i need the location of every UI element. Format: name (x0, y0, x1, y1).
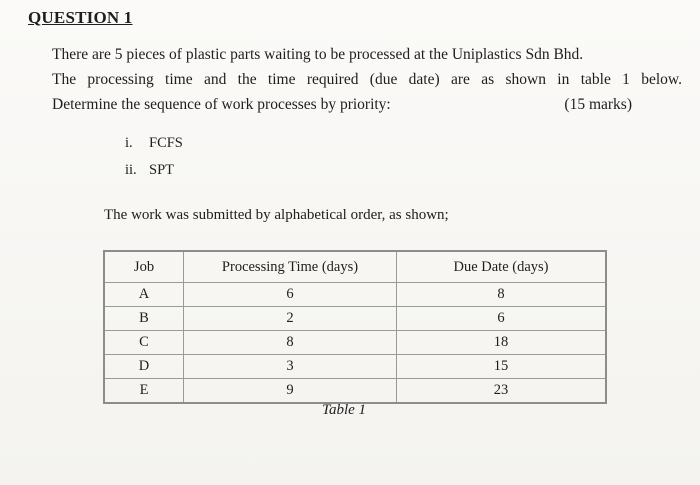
table-header-row (104, 251, 606, 283)
due-date-cell: 8 (397, 283, 607, 307)
processing-time-cell: 6 (184, 283, 397, 307)
processing-time-cell: 8 (184, 331, 397, 355)
table-row (104, 331, 606, 355)
due-date-cell: 18 (397, 331, 607, 355)
question-line-3-row (52, 92, 632, 117)
job-cell: B (104, 307, 184, 331)
table-intro-text: The work was submitted by alphabetical order, as shown; (104, 207, 449, 223)
due-date-cell: 23 (397, 379, 607, 404)
due-date-cell: 15 (397, 355, 607, 379)
question-line-3: Determine the sequence of work processes by priority: (52, 96, 391, 113)
processing-time-cell: 2 (184, 307, 397, 331)
marks-label: (15 marks) (564, 96, 632, 113)
due-date-cell: 6 (397, 307, 607, 331)
job-cell: D (104, 355, 184, 379)
table-row (104, 307, 606, 331)
table-row (104, 355, 606, 379)
question-text (52, 42, 682, 117)
table-caption: Table 1 (322, 402, 367, 418)
option-item-fcfs (125, 130, 183, 157)
header-job: Job (104, 251, 184, 283)
header-processing-time: Processing Time (days) (184, 251, 397, 283)
option-label: FCFS (149, 135, 183, 151)
table-row (104, 379, 606, 404)
processing-time-cell: 3 (184, 355, 397, 379)
question-line-1: There are 5 pieces of plastic parts waiting to be processed at the Uniplastics Sdn Bhd. (52, 46, 584, 63)
job-cell: E (104, 379, 184, 404)
processing-time-cell: 9 (184, 379, 397, 404)
option-item-spt (125, 157, 183, 184)
option-label: SPT (149, 162, 174, 178)
option-numeral: ii. (125, 162, 137, 178)
priority-options-list (125, 130, 183, 184)
table-row (104, 283, 606, 307)
option-numeral: i. (125, 135, 133, 151)
question-heading: QUESTION 1 (28, 8, 133, 27)
question-line-2: The processing time and the time required (due date) are as shown in table 1 below. (52, 71, 682, 88)
job-cell: C (104, 331, 184, 355)
header-due-date: Due Date (days) (397, 251, 607, 283)
job-cell: A (104, 283, 184, 307)
jobs-table (103, 250, 607, 404)
